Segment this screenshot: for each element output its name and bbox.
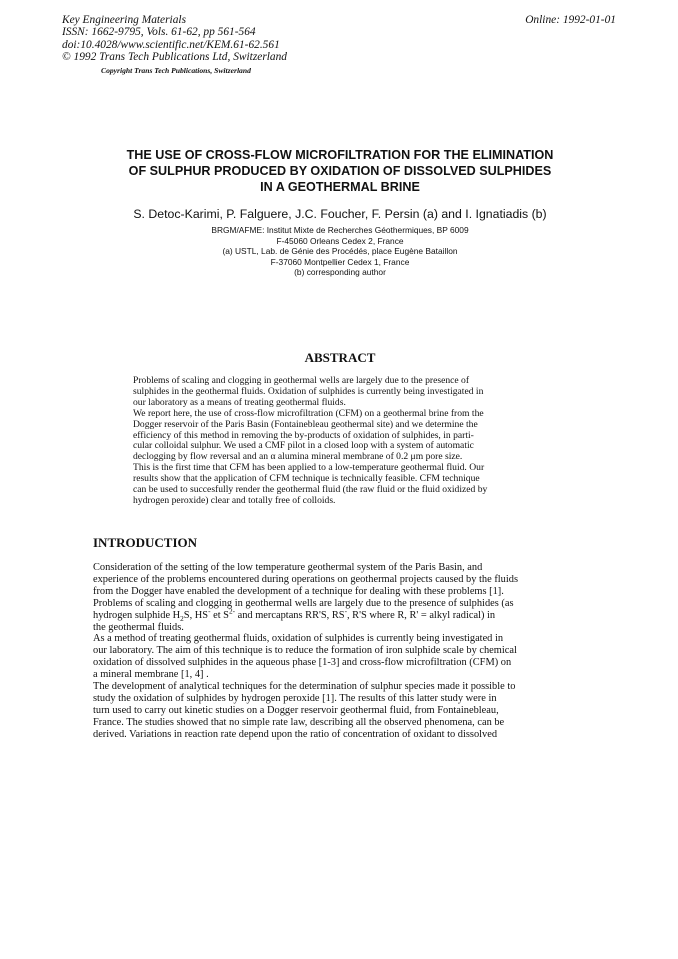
doi-line: doi:10.4028/www.scientific.net/KEM.61-62.561 <box>62 38 280 51</box>
intro-line: Consideration of the setting of the low temperature geothermal system of the Paris Basin, and <box>93 562 483 573</box>
abstract-body <box>133 376 543 507</box>
intro-line-formula <box>93 607 585 623</box>
intro-text: hydrogen sulphide H <box>93 609 181 621</box>
affiliation-line: F-45060 Orleans Cedex 2, France <box>276 235 404 246</box>
intro-line: France. The studies showed that no simple rate law, describing all the observed phenomena, can be <box>93 716 505 728</box>
abstract-line: This is the first time that CFM has been applied to a low-temperature geothermal fluid. Our <box>133 462 485 474</box>
intro-line: a mineral membrane [1, 4] . <box>93 669 209 681</box>
intro-line: experience of the problems encountered during operations on geothermal projects caused by the fluids <box>93 573 519 585</box>
introduction-body <box>93 562 585 741</box>
superscript: - <box>208 607 211 616</box>
abstract-line: cular colloidal sulphur. We used a CMF pilot in a closed loop with a system of automatic <box>133 440 474 452</box>
abstract-line: results show that the application of CFM technique is technically feasible. CFM technique <box>133 473 480 485</box>
intro-text: et S <box>210 609 229 621</box>
intro-line: the geothermal fluids. <box>93 621 184 633</box>
issn-line: ISSN: 1662-9795, Vols. 61-62, pp 561-564 <box>62 26 256 39</box>
intro-line: from the Dogger have enabled the development of a technique for dealing with these problems [1]. <box>93 585 504 597</box>
title-line: OF SULPHUR PRODUCED BY OXIDATION OF DISSOLVED SULPHIDES <box>128 164 552 179</box>
author-list: S. Detoc-Karimi, P. Falguere, J.C. Foucher, F. Persin (a) and I. Ignatiadis (b) <box>133 207 547 221</box>
intro-line: Problems of scaling and clogging in geothermal wells are largely due to the presence of sulphides (as <box>93 597 514 609</box>
introduction-heading: INTRODUCTION <box>93 535 198 550</box>
abstract-line: our laboratory as a means of treating geothermal fluids. <box>133 396 346 408</box>
copyright-notice: Copyright Trans Tech Publications, Switzerland <box>101 66 251 75</box>
intro-line: turn used to carry out kinetic studies on a Dogger reservoir geothermal fluid, from Fontainebleau, <box>93 704 499 716</box>
abstract-heading: ABSTRACT <box>304 350 376 365</box>
abstract-line: hydrogen peroxide) clear and totally free of colloids. <box>133 494 336 506</box>
title-line: IN A GEOTHERMAL BRINE <box>260 180 420 195</box>
superscript: 2- <box>228 607 236 616</box>
intro-line: oxidation of dissolved sulphides in the aqueous phase [1-3] and cross-flow microfiltration (CFM) on <box>93 657 512 669</box>
online-date: Online: 1992-01-01 <box>525 14 616 26</box>
journal-header <box>62 14 287 64</box>
intro-line: As a method of treating geothermal fluids, oxidation of sulphides is currently being investigated in <box>93 633 504 645</box>
affiliation-line: (a) USTL, Lab. de Génie des Procédés, place Eugène Bataillon <box>222 246 458 257</box>
abstract-line: efficiency of this method in removing the by-products of oxidation of sulphides, in parti- <box>133 429 474 441</box>
intro-text: , R'S where R, R' = alkyl radical) in <box>346 609 496 621</box>
abstract-line: We report here, the use of cross-flow microfiltration (CFM) on a geothermal brine from the <box>133 407 484 419</box>
intro-line: The development of analytical techniques for the determination of sulphur species made it possible to <box>93 681 516 693</box>
subscript: 2 <box>180 614 184 623</box>
superscript: - <box>344 607 347 616</box>
affiliation-line: F-37060 Montpellier Cedex 1, France <box>270 256 410 267</box>
intro-text: and mercaptans RR'S, RS <box>235 609 345 621</box>
intro-line: derived. Variations in reaction rate depend upon the ratio of concentration of oxidant to dissolved <box>93 728 498 740</box>
journal-name: Key Engineering Materials <box>62 14 187 26</box>
intro-line: our laboratory. The aim of this technique is to reduce the formation of iron sulphide scale by chemical <box>93 645 517 657</box>
title-line: THE USE OF CROSS-FLOW MICROFILTRATION FOR THE ELIMINATION <box>126 148 554 162</box>
affiliations <box>60 225 620 278</box>
abstract-line: can be used to succesfully render the geothermal fluid (the raw fluid or the fluid oxidized by <box>133 484 488 496</box>
affiliation-line: BRGM/AFME: Institut Mixte de Recherches Géothermiques, BP 6009 <box>211 225 469 235</box>
abstract-line: declogging by flow reversal and an α alumina mineral membrane of 0.2 μm pore size. <box>133 451 463 463</box>
abstract-line: Dogger reservoir of the Paris Basin (Fontainebleau geothermal site) and we determine the <box>133 418 478 430</box>
abstract-line: sulphides in the geothermal fluids. Oxidation of sulphides is currently being investigated in <box>133 385 484 397</box>
affiliation-line: (b) corresponding author <box>294 267 386 278</box>
abstract-line: Problems of scaling and clogging in geothermal wells are largely due to the presence of <box>133 375 470 386</box>
intro-text: S, HS <box>183 609 209 621</box>
intro-line: study the oxidation of sulphides by hydrogen peroxide [1]. The results of this latter study were in <box>93 692 497 704</box>
paper-title <box>60 147 620 196</box>
copyright-line: © 1992 Trans Tech Publications Ltd, Switzerland <box>62 51 287 64</box>
